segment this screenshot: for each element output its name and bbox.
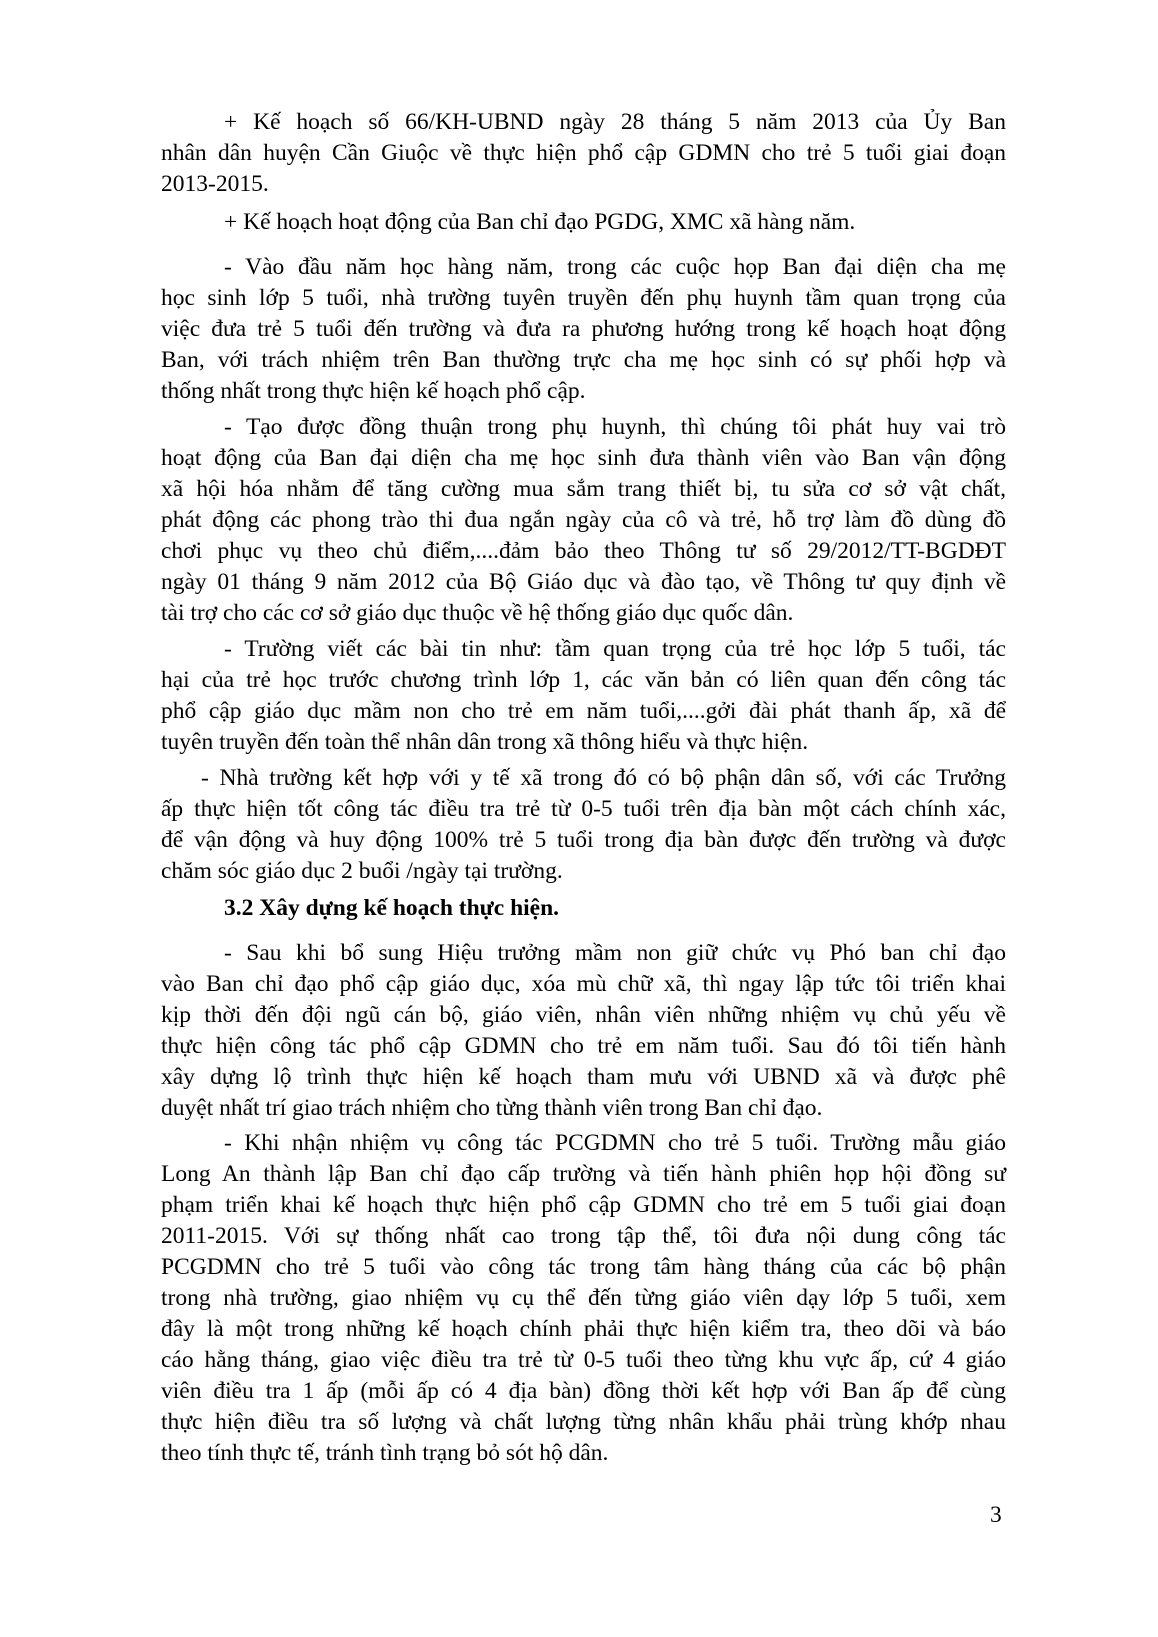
text-line: nhân dân huyện Cần Giuộc về thực hiện phổ cập GDMN cho trẻ 5 tuổi giai đoạn — [161, 140, 1006, 166]
text-line: cáo hằng tháng, giao việc điều tra trẻ từ 0-5 tuổi theo từng khu vực ấp, cứ 4 giáo — [161, 1347, 1006, 1373]
text-line: chăm sóc giáo dục 2 buổi /ngày tại trường. — [161, 858, 563, 884]
text-line: - Trường viết các bài tin như: tầm quan trọng của trẻ học lớp 5 tuổi, tác — [224, 636, 1006, 662]
text-line: ấp thực hiện tốt công tác điều tra trẻ từ 0-5 tuổi trên địa bàn một cách chính xác, — [161, 796, 1006, 822]
text-line: thực hiện điều tra số lượng và chất lượng từng nhân khẩu phải trùng khớp nhau — [161, 1409, 1006, 1435]
text-line: tài trợ cho các cơ sở giáo dục thuộc về hệ thống giáo dục quốc dân. — [161, 600, 794, 626]
paragraph-health-cooperation — [161, 763, 1006, 887]
text-line: viên điều tra 1 ấp (mỗi ấp có 4 địa bàn) đồng thời kết hợp với Ban ấp để cùng — [161, 1378, 1006, 1404]
text-line: việc đưa trẻ 5 tuổi đến trường và đưa ra phương hướng trong kế hoạch hoạt động — [161, 316, 1006, 342]
text-line: + Kế hoạch hoạt động của Ban chỉ đạo PGDG, XMC xã hàng năm. — [224, 209, 856, 235]
text-line: hoạt động của Ban đại diện cha mẹ học sinh đưa thành viên vào Ban vận động — [161, 445, 1006, 471]
text-line: vào Ban chỉ đạo phổ cập giáo dục, xóa mù chữ xã, thì ngay lập tức tôi triển khai — [161, 971, 1006, 997]
text-line: - Vào đầu năm học hàng năm, trong các cuộc họp Ban đại diện cha mẹ — [224, 254, 1006, 280]
text-line: - Tạo được đồng thuận trong phụ huynh, thì chúng tôi phát huy vai trò — [224, 414, 1006, 440]
section-heading-3-2 — [161, 893, 1006, 924]
text-line: đây là một trong những kế hoạch chính phải thực hiện kiểm tra, theo dõi và báo — [161, 1316, 1006, 1342]
text-line: theo tính thực tế, tránh tình trạng bỏ sót hộ dân. — [161, 1440, 609, 1466]
text-line: + Kế hoạch số 66/KH-UBND ngày 28 tháng 5 năm 2013 của Ủy Ban — [224, 109, 1006, 135]
text-line: - Khi nhận nhiệm vụ công tác PCGDMN cho trẻ 5 tuổi. Trường mẫu giáo — [224, 1130, 1006, 1156]
text-line: phát động các phong trào thi đua ngắn ngày của cô và trẻ, hỗ trợ làm đồ dùng đồ — [161, 507, 1006, 533]
text-line: chơi phục vụ theo chủ điểm,....đảm bảo theo Thông tư số 29/2012/TT-BGDĐT — [161, 538, 1006, 564]
paragraph-news-articles — [161, 634, 1006, 758]
text-line: phổ cập giáo dục mầm non cho trẻ em năm tuổi,....gởi đài phát thanh ấp, xã để — [161, 698, 1006, 724]
text-line: ngày 01 tháng 9 năm 2012 của Bộ Giáo dục và đào tạo, về Thông tư quy định về — [161, 569, 1006, 595]
text-line: Long An thành lập Ban chỉ đạo cấp trường và tiến hành phiên họp hội đồng sư — [161, 1161, 1006, 1187]
text-line: tuyên truyền đến toàn thể nhân dân trong xã thông hiểu và thực hiện. — [161, 729, 809, 755]
text-line: kịp thời đến đội ngũ cán bộ, giáo viên, nhân viên những nhiệm vụ chủ yếu về — [161, 1002, 1006, 1028]
text-line: duyệt nhất trí giao trách nhiệm cho từng thành viên trong Ban chỉ đạo. — [161, 1095, 823, 1121]
text-line: thống nhất trong thực hiện kế hoạch phổ cập. — [161, 378, 586, 404]
text-line: PCGDMN cho trẻ 5 tuổi vào công tác trong tâm hàng tháng của các bộ phận — [161, 1254, 1006, 1280]
text-line: - Nhà trường kết hợp với y tế xã trong đó có bộ phận dân số, với các Trưởng — [201, 765, 1006, 791]
text-line: học sinh lớp 5 tuổi, nhà trường tuyên truyền đến phụ huynh tầm quan trọng của — [161, 285, 1006, 311]
text-line: hại của trẻ học trước chương trình lớp 1, các văn bản có liên quan đến công tác — [161, 667, 1006, 693]
text-line: để vận động và huy động 100% trẻ 5 tuổi trong địa bàn được đến trường và được — [161, 827, 1006, 853]
paragraph-pcgdmn-task — [161, 1128, 1006, 1469]
text-line: - Sau khi bổ sung Hiệu trưởng mầm non giữ chức vụ Phó ban chỉ đạo — [224, 940, 1006, 966]
text-line: phạm triển khai kế hoạch thực hiện phổ cập GDMN cho trẻ em 5 tuổi giai đoạn — [161, 1192, 1006, 1218]
text-line: Ban, với trách nhiệm trên Ban thường trực cha mẹ học sinh có sự phối hợp và — [161, 347, 1006, 373]
paragraph-parent-meeting — [161, 252, 1006, 407]
page-number: 3 — [990, 1502, 1002, 1528]
text-line: xây dựng lộ trình thực hiện kế hoạch tham mưu với UBND xã và được phê — [161, 1064, 1006, 1090]
paragraph-consensus — [161, 412, 1006, 629]
text-line: trong nhà trường, giao nhiệm vụ cụ thể đến từng giáo viên dạy lớp 5 tuổi, xem — [161, 1285, 1006, 1311]
paragraph-principal-role — [161, 938, 1006, 1124]
section-heading: 3.2 Xây dựng kế hoạch thực hiện. — [224, 895, 560, 921]
paragraph-plan-activities — [161, 207, 1006, 238]
paragraph-plan-66 — [161, 107, 1006, 200]
text-line: thực hiện công tác phổ cập GDMN cho trẻ em năm tuổi. Sau đó tôi tiến hành — [161, 1033, 1006, 1059]
text-line: xã hội hóa nhằm để tăng cường mua sắm trang thiết bị, tu sửa cơ sở vật chất, — [161, 476, 1006, 502]
text-line: 2011-2015. Với sự thống nhất cao trong tập thể, tôi đưa nội dung công tác — [161, 1223, 1006, 1249]
text-line: 2013-2015. — [161, 171, 269, 197]
